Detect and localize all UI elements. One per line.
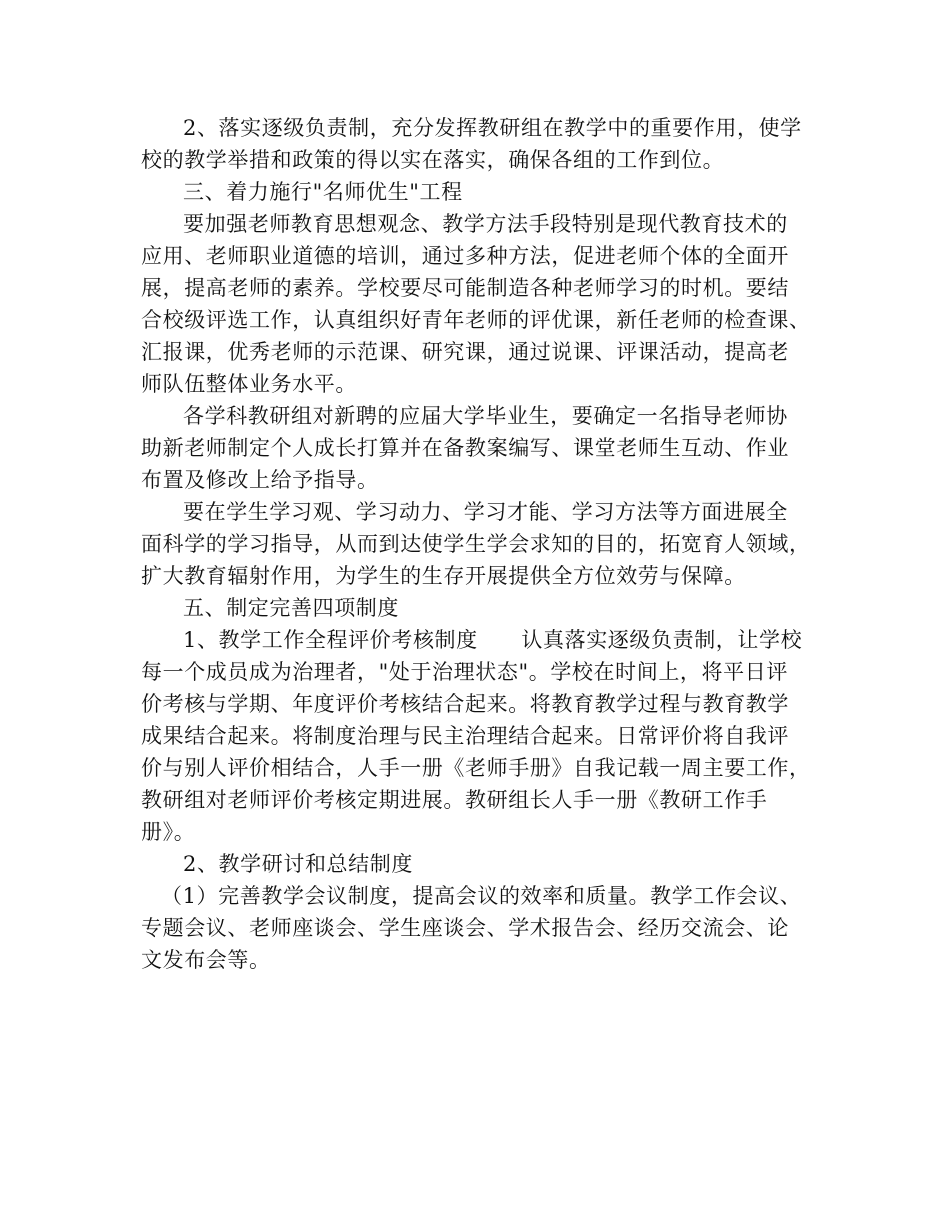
text-line: 2、落实逐级负责制，充分发挥教研组在教学中的重要作用，使学 [183,116,802,140]
text-line: 1、教学工作全程评价考核制度 认真落实逐级负责制，让学校 [183,628,803,652]
text-line: 册》。 [141,820,196,844]
text-line: 各学科教研组对新聘的应届大学毕业生，要确定一名指导老师协 [183,404,788,428]
text-line: 扩大教育辐射作用，为学生的生存开展提供全方位效劳与保障。 [141,564,746,588]
text-line: 每一个成员成为治理者，"处于治理状态"。学校在时间上，将平日评 [141,660,788,684]
text-line: 专题会议、老师座谈会、学生座谈会、学术报告会、经历交流会、论 [141,916,789,940]
text-line: 布置及修改上给予指导。 [141,468,379,492]
text-line: 面科学的学习指导，从而到达使学生学会求知的目的，拓宽育人领域， [141,532,811,556]
text-line: 教研组对老师评价考核定期进展。教研组长人手一册《教研工作手 [141,788,768,812]
text-line: 应用、老师职业道德的培训，通过多种方法，促进老师个体的全面开 [141,244,789,268]
section-heading: 五、制定完善四项制度 [183,596,399,620]
text-line: 要加强老师教育思想观念、教学方法手段特别是现代教育技术的 [183,212,788,236]
text-line: 价与别人评价相结合，人手一册《老师手册》自我记载一周主要工作， [141,756,811,780]
text-line: 成果结合起来。将制度治理与民主治理结合起来。日常评价将自我评 [141,724,789,748]
text-line: 要在学生学习观、学习动力、学习才能、学习方法等方面进展全 [183,500,788,524]
text-line: 文发布会等。 [141,948,271,972]
section-heading: 2、教学研讨和总结制度 [183,852,413,876]
text-line: 价考核与学期、年度评价考核结合起来。将教育教学过程与教育教学 [141,692,789,716]
section-heading: 三、着力施行"名师优生"工程 [183,180,463,204]
text-line: 师队伍整体业务水平。 [141,372,357,396]
document-body [141,112,811,976]
text-line: （1）完善教学会议制度，提高会议的效率和质量。教学工作会议、 [161,884,802,908]
text-line: 汇报课，优秀老师的示范课、研究课，通过说课、评课活动，提高老 [141,340,789,364]
text-line: 助新老师制定个人成长打算并在备教案编写、课堂老师生互动、作业 [141,436,789,460]
text-line: 校的教学举措和政策的得以实在落实，确保各组的工作到位。 [141,148,725,172]
text-line: 合校级评选工作，认真组织好青年老师的评优课，新任老师的检查课、 [141,308,811,332]
text-line: 展，提高老师的素养。学校要尽可能制造各种老师学习的时机。要结 [141,276,789,300]
